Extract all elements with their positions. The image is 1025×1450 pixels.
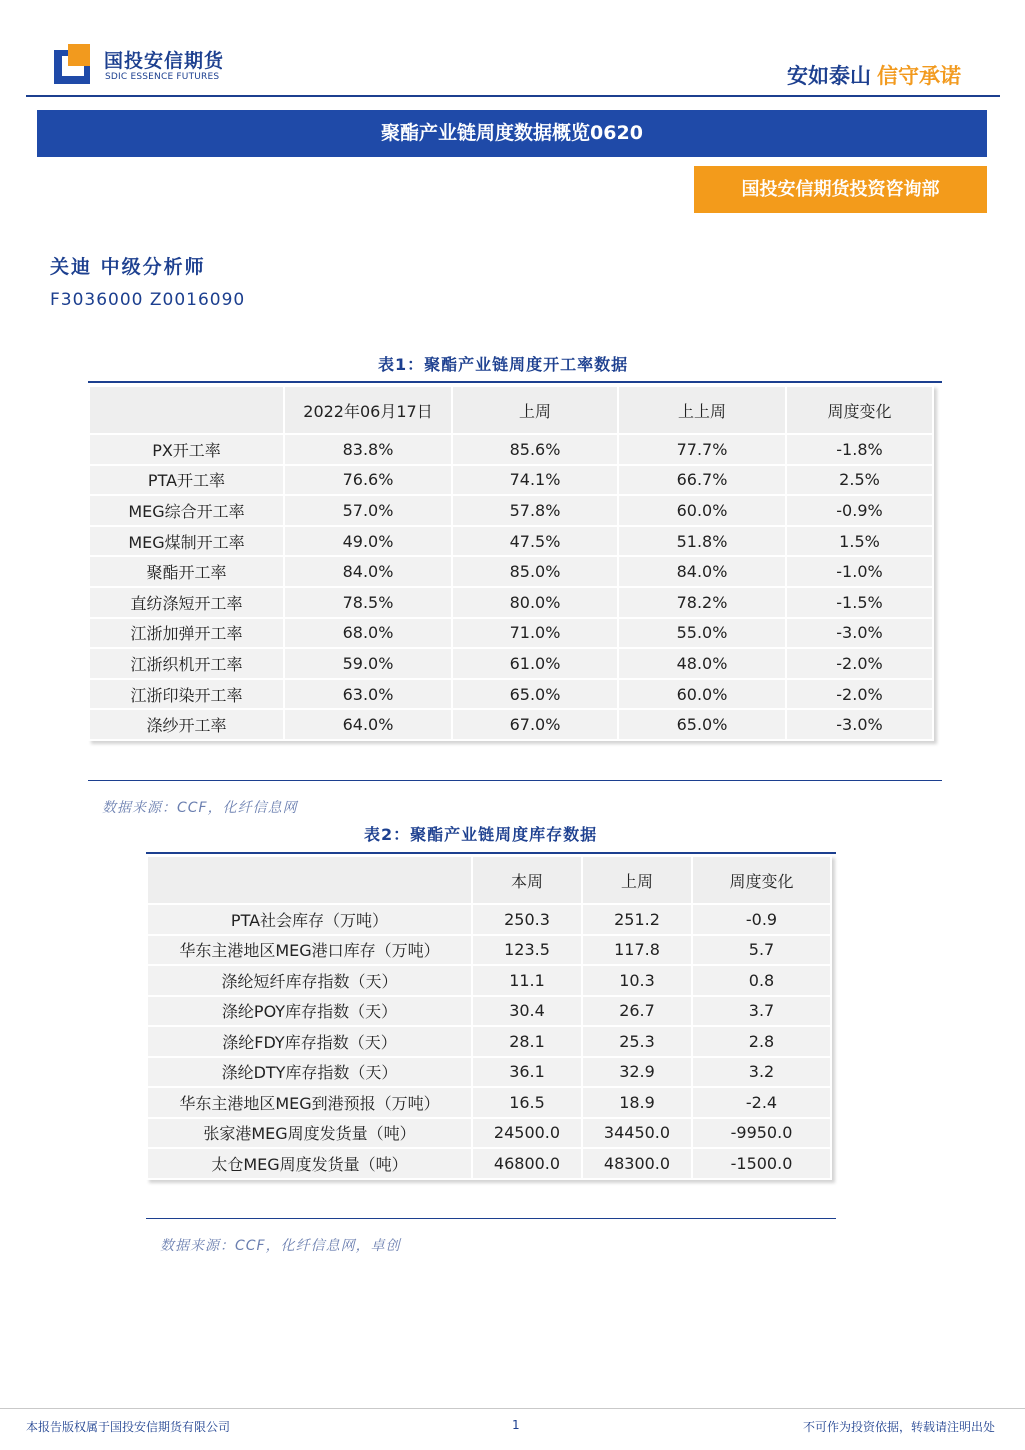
table1-source: 数据来源：CCF，化纤信息网 <box>102 800 298 816</box>
table-row <box>89 526 933 557</box>
footer-copyright: 本报告版权属于国投安信期货有限公司 <box>26 1420 231 1434</box>
table-row <box>89 587 933 618</box>
table-cell: 60.0% <box>618 495 786 526</box>
table-cell: 11.1 <box>472 965 582 996</box>
table-row <box>147 1057 831 1088</box>
table-cell: 84.0% <box>284 556 452 587</box>
table1-bottom-rule <box>88 780 942 781</box>
table-cell: 涤纶FDY库存指数（天） <box>147 1026 472 1057</box>
table1-header-cell <box>89 386 284 434</box>
table1-header-row <box>89 386 933 434</box>
table-cell: 25.3 <box>582 1026 692 1057</box>
table-cell: 24500.0 <box>472 1118 582 1149</box>
table-cell: -1.8% <box>786 434 933 465</box>
table-cell: 74.1% <box>452 465 618 496</box>
table-row <box>89 495 933 526</box>
table-row <box>147 1148 831 1179</box>
table2-header-cell <box>147 856 472 904</box>
table-cell: -0.9% <box>786 495 933 526</box>
table-cell: 江浙加弹开工率 <box>89 618 284 649</box>
table-cell: 10.3 <box>582 965 692 996</box>
table-cell: 85.0% <box>452 556 618 587</box>
table-cell: 0.8 <box>692 965 831 996</box>
table-cell: 3.7 <box>692 996 831 1027</box>
table-cell: 64.0% <box>284 709 452 740</box>
table-cell: 涤纶短纤库存指数（天） <box>147 965 472 996</box>
table1-header-cell: 上上周 <box>618 386 786 434</box>
table-cell: 江浙印染开工率 <box>89 679 284 710</box>
table-cell: -9950.0 <box>692 1118 831 1149</box>
table-cell: 涤纶DTY库存指数（天） <box>147 1057 472 1088</box>
table-cell: -1500.0 <box>692 1148 831 1179</box>
table-cell: 78.2% <box>618 587 786 618</box>
logo-mark-icon <box>52 42 96 86</box>
table-cell: 34450.0 <box>582 1118 692 1149</box>
analyst-ids: F3036000 Z0016090 <box>50 290 246 310</box>
table-cell: 2.5% <box>786 465 933 496</box>
table-cell: 36.1 <box>472 1057 582 1088</box>
table-row <box>147 1026 831 1057</box>
table-cell: 3.2 <box>692 1057 831 1088</box>
header-divider <box>26 95 1000 97</box>
table-row <box>89 434 933 465</box>
table-cell: -3.0% <box>786 618 933 649</box>
table-cell: 30.4 <box>472 996 582 1027</box>
table1-header-cell: 上周 <box>452 386 618 434</box>
slogan-part1: 安如泰山 <box>787 64 871 88</box>
table-cell: 65.0% <box>618 709 786 740</box>
table-cell: -2.0% <box>786 648 933 679</box>
table2-header-cell: 上周 <box>582 856 692 904</box>
logo-text-cn: 国投安信期货 <box>104 50 225 72</box>
table-cell: 57.0% <box>284 495 452 526</box>
table-cell: 67.0% <box>452 709 618 740</box>
table-cell: 华东主港地区MEG到港预报（万吨） <box>147 1087 472 1118</box>
company-logo <box>52 42 232 88</box>
table-cell: 18.9 <box>582 1087 692 1118</box>
table-cell: PTA社会库存（万吨） <box>147 904 472 935</box>
table-cell: 聚酯开工率 <box>89 556 284 587</box>
table-row <box>147 904 831 935</box>
table-row <box>89 556 933 587</box>
table-cell: PX开工率 <box>89 434 284 465</box>
table-cell: 83.8% <box>284 434 452 465</box>
table-row <box>89 618 933 649</box>
table-cell: 76.6% <box>284 465 452 496</box>
table-cell: 63.0% <box>284 679 452 710</box>
table-cell: 涤纱开工率 <box>89 709 284 740</box>
table-row <box>89 709 933 740</box>
table-cell: 1.5% <box>786 526 933 557</box>
table-cell: 59.0% <box>284 648 452 679</box>
table-cell: 71.0% <box>452 618 618 649</box>
table2-top-rule <box>146 852 836 854</box>
table-cell: 16.5 <box>472 1087 582 1118</box>
table-cell: -0.9 <box>692 904 831 935</box>
table-cell: -1.0% <box>786 556 933 587</box>
slogan-part2: 信守承诺 <box>877 64 961 88</box>
table-cell: 48.0% <box>618 648 786 679</box>
table-row <box>147 935 831 966</box>
table2-header-row <box>147 856 831 904</box>
table-cell: 5.7 <box>692 935 831 966</box>
table-cell: 251.2 <box>582 904 692 935</box>
table-cell: 250.3 <box>472 904 582 935</box>
table-cell: 51.8% <box>618 526 786 557</box>
table-row <box>147 996 831 1027</box>
table1-header-cell: 2022年06月17日 <box>284 386 452 434</box>
table-cell: MEG煤制开工率 <box>89 526 284 557</box>
logo-text-en: SDIC ESSENCE FUTURES <box>105 72 220 82</box>
table-row <box>89 679 933 710</box>
table-cell: 32.9 <box>582 1057 692 1088</box>
table-cell: 2.8 <box>692 1026 831 1057</box>
table2-bottom-rule <box>146 1218 836 1219</box>
table-cell: 直纺涤短开工率 <box>89 587 284 618</box>
table-row <box>147 1118 831 1149</box>
table-cell: 47.5% <box>452 526 618 557</box>
report-title: 聚酯产业链周度数据概览0620 <box>37 110 987 157</box>
table-cell: 江浙织机开工率 <box>89 648 284 679</box>
table2-header-cell: 周度变化 <box>692 856 831 904</box>
table-row <box>147 1087 831 1118</box>
table-cell: 太仓MEG周度发货量（吨） <box>147 1148 472 1179</box>
table2-header-cell: 本周 <box>472 856 582 904</box>
table-cell: 张家港MEG周度发货量（吨） <box>147 1118 472 1149</box>
table-row <box>147 965 831 996</box>
table-cell: 60.0% <box>618 679 786 710</box>
table-cell: MEG综合开工率 <box>89 495 284 526</box>
analyst-name: 关迪 中级分析师 <box>50 256 206 278</box>
slogan <box>787 60 961 90</box>
table-cell: 48300.0 <box>582 1148 692 1179</box>
table2-source: 数据来源：CCF，化纤信息网，卓创 <box>160 1238 401 1254</box>
table-cell: -3.0% <box>786 709 933 740</box>
table-cell: 28.1 <box>472 1026 582 1057</box>
table2-inventory <box>146 855 832 1180</box>
table1-operating-rates <box>88 385 934 741</box>
page-number: 1 <box>512 1418 520 1432</box>
table-row <box>89 465 933 496</box>
table-cell: 123.5 <box>472 935 582 966</box>
table-cell: -2.0% <box>786 679 933 710</box>
table-cell: 80.0% <box>452 587 618 618</box>
table-cell: 117.8 <box>582 935 692 966</box>
footer-disclaimer: 不可作为投资依据，转载请注明出处 <box>802 1420 995 1434</box>
table-cell: 66.7% <box>618 465 786 496</box>
table-cell: 55.0% <box>618 618 786 649</box>
table-cell: 65.0% <box>452 679 618 710</box>
table-cell: PTA开工率 <box>89 465 284 496</box>
table-cell: 涤纶POY库存指数（天） <box>147 996 472 1027</box>
footer-divider <box>0 1408 1025 1409</box>
table-cell: 26.7 <box>582 996 692 1027</box>
table-cell: 77.7% <box>618 434 786 465</box>
table-cell: 85.6% <box>452 434 618 465</box>
table-cell: 84.0% <box>618 556 786 587</box>
table-cell: 46800.0 <box>472 1148 582 1179</box>
table1-caption: 表1：聚酯产业链周度开工率数据 <box>378 355 629 374</box>
table-cell: -1.5% <box>786 587 933 618</box>
table-cell: 78.5% <box>284 587 452 618</box>
table1-top-rule <box>88 381 942 383</box>
table-row <box>89 648 933 679</box>
table-cell: 49.0% <box>284 526 452 557</box>
department-badge: 国投安信期货投资咨询部 <box>694 166 987 213</box>
table2-caption: 表2：聚酯产业链周度库存数据 <box>364 825 598 844</box>
table1-header-cell: 周度变化 <box>786 386 933 434</box>
table-cell: -2.4 <box>692 1087 831 1118</box>
table-cell: 华东主港地区MEG港口库存（万吨） <box>147 935 472 966</box>
table-cell: 57.8% <box>452 495 618 526</box>
table-cell: 68.0% <box>284 618 452 649</box>
table-cell: 61.0% <box>452 648 618 679</box>
